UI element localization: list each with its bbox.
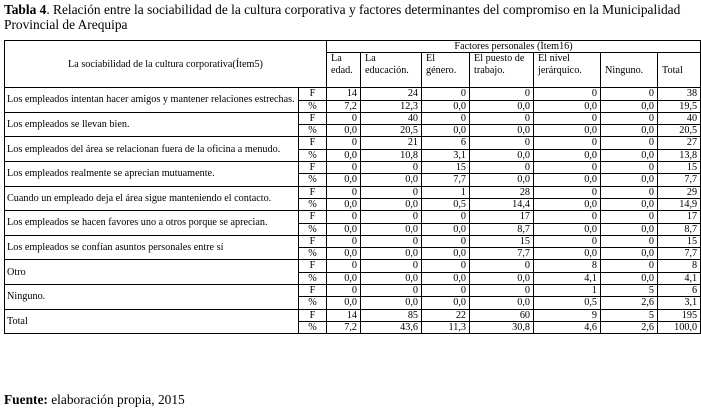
percent-cell: 0,0 bbox=[422, 223, 470, 235]
row-label: Los empleados intentan hacer amigos y mantener relaciones estrechas. bbox=[5, 88, 299, 113]
percent-cell: 0,0 bbox=[422, 125, 470, 137]
percent-cell: 0,0 bbox=[601, 125, 658, 137]
percent-marker: % bbox=[299, 223, 327, 235]
frequency-cell: 0 bbox=[327, 211, 361, 223]
row-label: Los empleados se hacen favores uno a otros porque se aprecian. bbox=[5, 211, 299, 236]
frequency-cell: 15 bbox=[422, 162, 470, 174]
frequency-marker: F bbox=[299, 235, 327, 247]
frequency-cell: 0 bbox=[534, 162, 601, 174]
percent-cell: 4,1 bbox=[534, 272, 601, 284]
frequency-cell: 6 bbox=[422, 137, 470, 149]
percent-cell: 0,0 bbox=[327, 272, 361, 284]
percent-cell: 0,0 bbox=[327, 248, 361, 260]
percent-cell: 0,0 bbox=[601, 174, 658, 186]
percent-cell: 0,0 bbox=[470, 125, 534, 137]
percent-cell: 0,0 bbox=[601, 248, 658, 260]
column-header: El género. bbox=[422, 53, 470, 88]
header-row-group bbox=[5, 41, 701, 53]
percent-cell: 7,7 bbox=[470, 248, 534, 260]
row-label: Ninguno. bbox=[5, 285, 299, 310]
frequency-cell: 0 bbox=[534, 235, 601, 247]
frequency-cell: 0 bbox=[422, 260, 470, 272]
percent-cell: 0,0 bbox=[422, 297, 470, 309]
percent-cell: 7,2 bbox=[327, 100, 361, 112]
frequency-cell: 0 bbox=[361, 285, 422, 297]
percent-cell: 2,6 bbox=[601, 297, 658, 309]
frequency-cell: 5 bbox=[601, 285, 658, 297]
column-header: La edad. bbox=[327, 53, 361, 88]
percent-cell: 14,9 bbox=[658, 198, 701, 210]
frequency-cell: 27 bbox=[658, 137, 701, 149]
table-container bbox=[4, 40, 700, 334]
frequency-cell: 28 bbox=[470, 186, 534, 198]
frequency-cell: 0 bbox=[327, 285, 361, 297]
frequency-cell: 0 bbox=[361, 235, 422, 247]
frequency-marker: F bbox=[299, 211, 327, 223]
table-body bbox=[5, 41, 701, 334]
data-table bbox=[4, 40, 701, 334]
percent-cell: 3,1 bbox=[658, 297, 701, 309]
percent-cell: 0,5 bbox=[534, 297, 601, 309]
percent-cell: 7,2 bbox=[327, 321, 361, 333]
group-header-cell: Factores personales (Ítem16) bbox=[327, 41, 701, 53]
table-caption bbox=[4, 2, 700, 32]
table-row bbox=[5, 88, 701, 100]
frequency-marker: F bbox=[299, 112, 327, 124]
percent-cell: 0,0 bbox=[534, 125, 601, 137]
frequency-cell: 60 bbox=[470, 309, 534, 321]
column-header: El puesto de trabajo. bbox=[470, 53, 534, 88]
percent-cell: 3,1 bbox=[422, 149, 470, 161]
frequency-cell: 0 bbox=[361, 260, 422, 272]
percent-cell: 7,7 bbox=[658, 174, 701, 186]
percent-cell: 0,0 bbox=[361, 272, 422, 284]
caption-text: . Relación entre la sociabilidad de la cultura corporativa y factores determinantes del compromiso en la Municipalidad Provincial de Arequipa bbox=[4, 2, 681, 32]
frequency-cell: 0 bbox=[422, 88, 470, 100]
frequency-marker: F bbox=[299, 285, 327, 297]
percent-cell: 0,0 bbox=[422, 272, 470, 284]
frequency-cell: 40 bbox=[658, 112, 701, 124]
frequency-cell: 0 bbox=[601, 211, 658, 223]
frequency-marker: F bbox=[299, 137, 327, 149]
percent-cell: 8,7 bbox=[470, 223, 534, 235]
percent-cell: 0,0 bbox=[361, 297, 422, 309]
frequency-cell: 1 bbox=[422, 186, 470, 198]
frequency-cell: 14 bbox=[327, 309, 361, 321]
frequency-cell: 24 bbox=[361, 88, 422, 100]
percent-marker: % bbox=[299, 297, 327, 309]
caption-label: Tabla 4 bbox=[4, 2, 47, 17]
frequency-cell: 0 bbox=[470, 137, 534, 149]
percent-cell: 30,8 bbox=[470, 321, 534, 333]
percent-cell: 0,0 bbox=[534, 149, 601, 161]
frequency-cell: 0 bbox=[534, 137, 601, 149]
frequency-cell: 0 bbox=[361, 186, 422, 198]
percent-cell: 0,0 bbox=[534, 100, 601, 112]
frequency-marker: F bbox=[299, 88, 327, 100]
row-label: Cuando un empleado deja el área sigue manteniendo el contacto. bbox=[5, 186, 299, 211]
row-header-cell: La sociabilidad de la cultura corporativa(Ítem5) bbox=[5, 41, 327, 88]
frequency-cell: 15 bbox=[658, 162, 701, 174]
percent-cell: 0,0 bbox=[534, 174, 601, 186]
frequency-cell: 0 bbox=[601, 88, 658, 100]
percent-cell: 20,5 bbox=[658, 125, 701, 137]
percent-cell: 0,0 bbox=[470, 272, 534, 284]
source-label: Fuente: bbox=[4, 392, 48, 407]
frequency-cell: 40 bbox=[361, 112, 422, 124]
column-header: La educación. bbox=[361, 53, 422, 88]
percent-cell: 0,0 bbox=[327, 223, 361, 235]
frequency-cell: 0 bbox=[534, 112, 601, 124]
percent-marker: % bbox=[299, 100, 327, 112]
percent-marker: % bbox=[299, 321, 327, 333]
percent-cell: 0,0 bbox=[601, 149, 658, 161]
percent-cell: 0,0 bbox=[422, 100, 470, 112]
frequency-cell: 21 bbox=[361, 137, 422, 149]
frequency-cell: 8 bbox=[534, 260, 601, 272]
percent-cell: 12,3 bbox=[361, 100, 422, 112]
percent-cell: 11,3 bbox=[422, 321, 470, 333]
percent-cell: 4,6 bbox=[534, 321, 601, 333]
frequency-cell: 0 bbox=[601, 112, 658, 124]
percent-marker: % bbox=[299, 198, 327, 210]
table-row bbox=[5, 112, 701, 124]
frequency-cell: 0 bbox=[470, 260, 534, 272]
frequency-cell: 0 bbox=[422, 112, 470, 124]
percent-cell: 0,0 bbox=[422, 248, 470, 260]
percent-cell: 0,0 bbox=[470, 100, 534, 112]
table-row bbox=[5, 235, 701, 247]
percent-cell: 4,1 bbox=[658, 272, 701, 284]
percent-cell: 43,6 bbox=[361, 321, 422, 333]
percent-marker: % bbox=[299, 149, 327, 161]
percent-cell: 100,0 bbox=[658, 321, 701, 333]
table-row bbox=[5, 285, 701, 297]
table-row bbox=[5, 260, 701, 272]
percent-cell: 20,5 bbox=[361, 125, 422, 137]
frequency-cell: 0 bbox=[601, 162, 658, 174]
row-label: Los empleados se llevan bien. bbox=[5, 112, 299, 137]
source-text: elaboración propia, 2015 bbox=[47, 392, 185, 407]
frequency-cell: 0 bbox=[361, 162, 422, 174]
table-row bbox=[5, 309, 701, 321]
frequency-cell: 0 bbox=[601, 186, 658, 198]
row-label: Total bbox=[5, 309, 299, 334]
frequency-cell: 0 bbox=[470, 112, 534, 124]
frequency-cell: 0 bbox=[327, 260, 361, 272]
percent-cell: 0,0 bbox=[327, 297, 361, 309]
frequency-cell: 0 bbox=[327, 186, 361, 198]
percent-cell: 0,0 bbox=[327, 149, 361, 161]
frequency-marker: F bbox=[299, 162, 327, 174]
frequency-cell: 0 bbox=[601, 235, 658, 247]
frequency-cell: 0 bbox=[601, 137, 658, 149]
percent-cell: 2,6 bbox=[601, 321, 658, 333]
frequency-cell: 8 bbox=[658, 260, 701, 272]
frequency-marker: F bbox=[299, 260, 327, 272]
percent-cell: 0,0 bbox=[470, 297, 534, 309]
percent-cell: 0,0 bbox=[327, 198, 361, 210]
percent-cell: 0,0 bbox=[534, 223, 601, 235]
frequency-cell: 6 bbox=[658, 285, 701, 297]
frequency-cell: 0 bbox=[327, 162, 361, 174]
frequency-cell: 0 bbox=[534, 88, 601, 100]
row-label: Otro bbox=[5, 260, 299, 285]
percent-cell: 0,0 bbox=[361, 223, 422, 235]
percent-cell: 0,0 bbox=[601, 272, 658, 284]
frequency-cell: 0 bbox=[601, 260, 658, 272]
source-note bbox=[4, 392, 185, 407]
percent-cell: 19,5 bbox=[658, 100, 701, 112]
frequency-cell: 17 bbox=[470, 211, 534, 223]
percent-cell: 10,8 bbox=[361, 149, 422, 161]
frequency-marker: F bbox=[299, 186, 327, 198]
percent-cell: 0,0 bbox=[601, 223, 658, 235]
frequency-cell: 5 bbox=[601, 309, 658, 321]
percent-cell: 7,7 bbox=[422, 174, 470, 186]
frequency-cell: 0 bbox=[470, 162, 534, 174]
frequency-cell: 15 bbox=[658, 235, 701, 247]
percent-cell: 0,0 bbox=[361, 198, 422, 210]
percent-cell: 0,0 bbox=[327, 174, 361, 186]
frequency-cell: 0 bbox=[470, 88, 534, 100]
percent-cell: 0,0 bbox=[361, 248, 422, 260]
percent-cell: 0,0 bbox=[470, 149, 534, 161]
percent-marker: % bbox=[299, 272, 327, 284]
percent-cell: 7,7 bbox=[658, 248, 701, 260]
frequency-cell: 85 bbox=[361, 309, 422, 321]
column-header: Ninguno. bbox=[601, 53, 658, 88]
column-header: El nivel jerárquico. bbox=[534, 53, 601, 88]
frequency-cell: 195 bbox=[658, 309, 701, 321]
frequency-cell: 38 bbox=[658, 88, 701, 100]
frequency-cell: 0 bbox=[361, 211, 422, 223]
frequency-cell: 0 bbox=[327, 235, 361, 247]
table-row bbox=[5, 162, 701, 174]
percent-cell: 13,8 bbox=[658, 149, 701, 161]
percent-cell: 14,4 bbox=[470, 198, 534, 210]
frequency-cell: 29 bbox=[658, 186, 701, 198]
percent-cell: 8,7 bbox=[658, 223, 701, 235]
percent-cell: 0,0 bbox=[534, 248, 601, 260]
row-label: Los empleados del área se relacionan fuera de la oficina a menudo. bbox=[5, 137, 299, 162]
table-row bbox=[5, 186, 701, 198]
percent-cell: 0,0 bbox=[470, 174, 534, 186]
percent-marker: % bbox=[299, 174, 327, 186]
column-header: Total bbox=[658, 53, 701, 88]
table-row bbox=[5, 137, 701, 149]
frequency-cell: 1 bbox=[534, 285, 601, 297]
frequency-cell: 0 bbox=[470, 285, 534, 297]
frequency-cell: 14 bbox=[327, 88, 361, 100]
frequency-cell: 0 bbox=[327, 112, 361, 124]
percent-cell: 0,0 bbox=[601, 198, 658, 210]
percent-cell: 0,5 bbox=[422, 198, 470, 210]
percent-marker: % bbox=[299, 125, 327, 137]
percent-cell: 0,0 bbox=[327, 125, 361, 137]
frequency-cell: 0 bbox=[422, 235, 470, 247]
frequency-cell: 0 bbox=[534, 211, 601, 223]
percent-cell: 0,0 bbox=[534, 198, 601, 210]
frequency-cell: 0 bbox=[422, 285, 470, 297]
frequency-cell: 9 bbox=[534, 309, 601, 321]
frequency-cell: 15 bbox=[470, 235, 534, 247]
percent-cell: 0,0 bbox=[361, 174, 422, 186]
percent-cell: 0,0 bbox=[601, 100, 658, 112]
frequency-cell: 0 bbox=[534, 186, 601, 198]
frequency-cell: 22 bbox=[422, 309, 470, 321]
frequency-cell: 0 bbox=[327, 137, 361, 149]
frequency-cell: 17 bbox=[658, 211, 701, 223]
frequency-marker: F bbox=[299, 309, 327, 321]
percent-marker: % bbox=[299, 248, 327, 260]
row-label: Los empleados realmente se aprecian mutuamente. bbox=[5, 162, 299, 187]
table-row bbox=[5, 211, 701, 223]
frequency-cell: 0 bbox=[422, 211, 470, 223]
row-label: Los empleados se confían asuntos personales entre sí bbox=[5, 235, 299, 260]
